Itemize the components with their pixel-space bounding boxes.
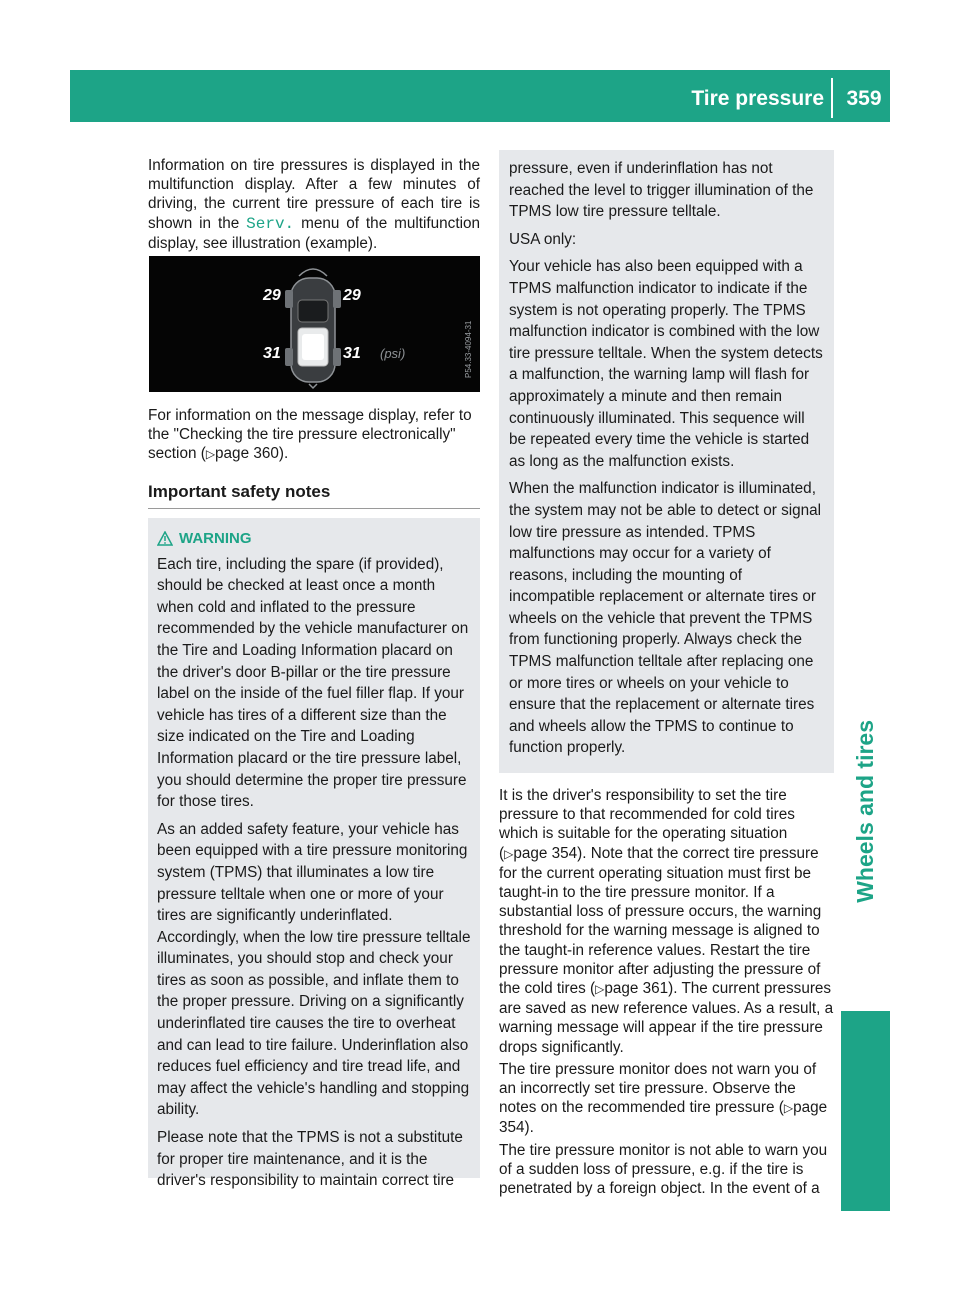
triangle-arrow-icon: ▷	[783, 1101, 794, 1116]
triangle-arrow-icon: ▷	[504, 846, 514, 861]
side-tab[interactable]	[841, 600, 890, 915]
note-paragraph: Your vehicle has also been equipped with a TPMS malfunction indicator to indicate if the system is not operating properly. The TPMS malfunction indicator is combined with the low tire pressure telltale. When the system detects a malfunction, the warning lamp will flash for approximately a minute and then remain continuously illuminated. This sequence will be repeated every time the vehicle is started as long as the malfunction exists.	[509, 258, 823, 470]
image-code: P54.33-4094-31	[464, 320, 473, 378]
right-body	[499, 786, 835, 1201]
body-paragraph: The tire pressure monitor does not warn you of an incorrectly set tire pressure. Observe the notes on the recommended tire pressure (▷page 354).	[499, 1060, 828, 1137]
heading-divider	[148, 508, 480, 509]
page-ref-link[interactable]: page 354	[513, 844, 578, 862]
warning-header	[157, 528, 471, 550]
pressure-unit: (psi)	[380, 346, 406, 361]
body-paragraph: It is the driver's responsibility to set the tire pressure to that recommended for cold tires which is suitable for the operating situation (▷page 354). Note that the correct tire pressure for the current operating situation must first be taught-in to the tire pressure monitor. If a substantial loss of pressure occurs, the warning threshold for the warning message is aligned to the taught-in reference values. Restart the tire pressure monitor after adjusting the pressure of the cold tires (▷page 361). The current pressures are saved as new reference values. As a result, a warning message will appear if the tire pressure drops significantly.	[499, 787, 834, 1056]
warning-paragraph: As an added safety feature, your vehicle has been equipped with a tire pressure monitoring system (TPMS) that illuminates a low tire pressure telltale when one or more of your tires are significantly underinflated. Accordingly, when the low tire pressure telltale illuminates, you should stop and check your tires as soon as possible, and inflate them to the proper pressure. Driving on a significantly underinflated tire causes the tire to overheat and can lead to tire failure. Underinflation also reduces fuel efficiency and tire tread life, and may affect the vehicle's handling and stopping ability.	[157, 820, 471, 1119]
note-paragraph: pressure, even if underinflation has not reached the level to trigger illumination of the TPMS low tire pressure telltale.	[509, 160, 814, 221]
triangle-arrow-icon: ▷	[595, 982, 605, 997]
page-ref-link[interactable]: page 360	[215, 445, 279, 463]
triangle-arrow-icon: ▷	[205, 447, 216, 462]
tire-pressure-illustration	[149, 256, 480, 392]
side-tab-label: Wheels and tires	[852, 720, 878, 903]
car-top-view-icon	[149, 256, 480, 392]
warning-paragraph: Please note that the TPMS is not a substitute for proper tire maintenance, and it is the driver's responsibility to maintain correct tire	[157, 1129, 463, 1190]
section-heading: Important safety notes	[148, 482, 331, 501]
message-display-paragraph: For information on the message display, refer to the "Checking the tire pressure electronically" section (▷page 360).	[148, 407, 472, 463]
page-ref-link[interactable]: page 361	[604, 980, 669, 998]
page-number: 359	[846, 87, 882, 110]
body-paragraph: The tire pressure monitor is not able to warn you of a sudden loss of pressure, e.g. if the tire is penetrated by a foreign object. In the event of a	[499, 1141, 828, 1198]
page-ref-link[interactable]: page 354	[499, 1099, 828, 1137]
rear-left-pressure: 31	[263, 345, 281, 362]
front-left-pressure: 29	[263, 287, 281, 304]
rear-right-pressure: 31	[343, 345, 361, 362]
note-box	[499, 150, 834, 773]
warning-box	[148, 518, 480, 1190]
note-paragraph: When the malfunction indicator is illuminated, the system may not be able to detect or signal low tire pressure as intended. TPMS malfunctions may occur for a variety of reasons, including the mounting of incompatible replacement or alternate tires or wheels on the vehicle that prevent the TPMS from functioning properly. Always check the TPMS malfunction telltale after replacing one or more tires or wheels on your vehicle to ensure that the replacement or alternate tires and wheels allow the TPMS to continue to function properly.	[509, 480, 822, 757]
front-right-pressure: 29	[343, 287, 361, 304]
page-title: Tire pressure	[691, 87, 824, 110]
warning-paragraph: Each tire, including the spare (if provided), should be checked at least once a month when cold and inflated to the pressure recommended by the vehicle manufacturer on the Tire and Loading Information placard on the driver's door B-pillar or the tire pressure label on the inside of the fuel filler flap. If your vehicle has tires of a different size than the size indicated on the Tire and Loading Information placard or the tire pressure label, you should determine the proper tire pressure for those tires.	[157, 555, 469, 811]
warning-triangle-icon	[157, 531, 173, 546]
side-marker	[841, 1011, 890, 1211]
warning-label: WARNING	[179, 530, 252, 547]
serv-menu-name: Serv.	[246, 214, 295, 233]
note-paragraph: USA only:	[509, 230, 577, 248]
header-divider	[831, 78, 833, 118]
intro-paragraph: Information on tire pressures is displayed in the multifunction display. After a few minutes of driving, the current tire pressure of each tire is shown in the Serv. menu of the multifunction display, see illustration (example).	[148, 157, 480, 252]
